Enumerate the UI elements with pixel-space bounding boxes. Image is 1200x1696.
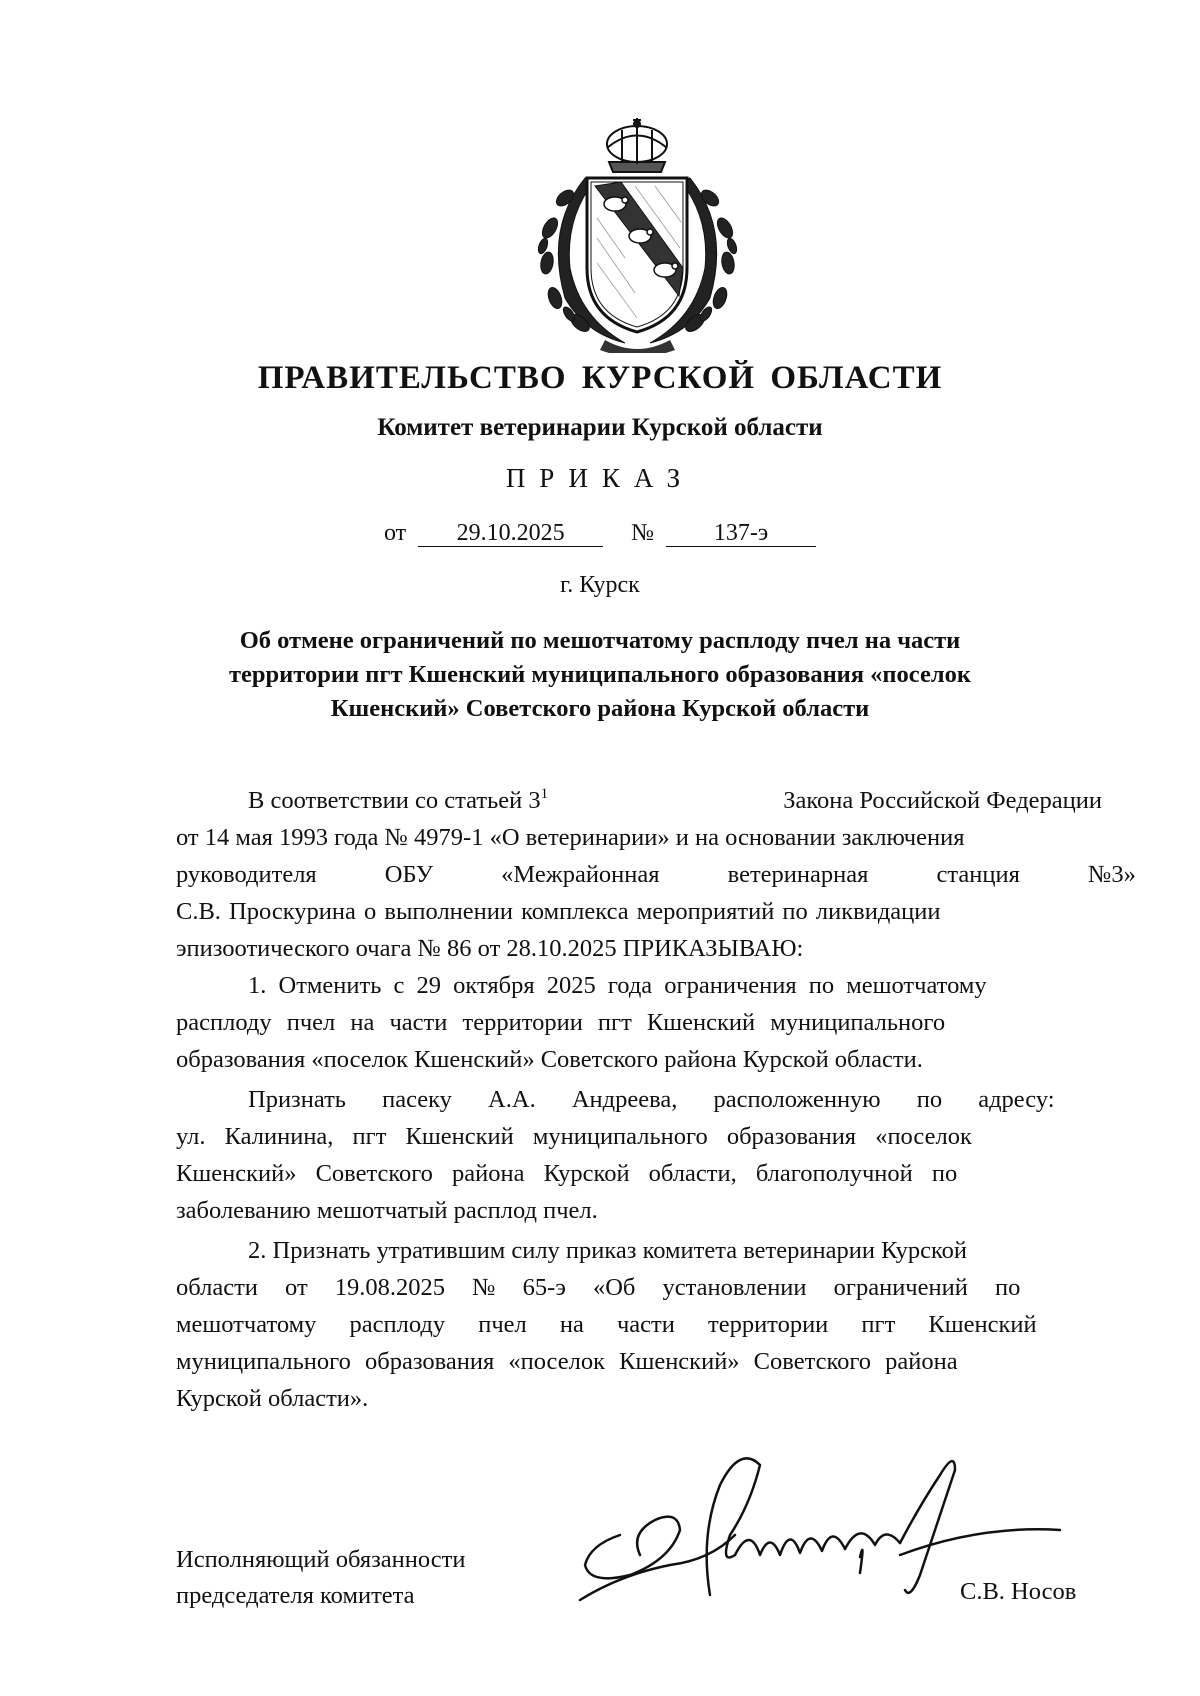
position-line: председателя комитета (176, 1582, 415, 1609)
body-line: области от 19.08.2025 № 65-э «Об установлении ограничений по (176, 1274, 1021, 1301)
subject-line: Кшенский» Советского района Курской области (330, 695, 870, 722)
date-prefix: от (383, 520, 407, 546)
body-text-fragment: Закона Российской Федерации (783, 787, 1102, 814)
coat-of-arms-emblem (525, 118, 750, 353)
body-line: Признать пасеку А.А. Андреева, расположенную по адресу: (248, 1086, 1055, 1113)
city: г. Курск (560, 572, 640, 598)
signatory-position (176, 1542, 465, 1614)
body-line: Кшенский» Советского района Курской области, благополучной по (176, 1160, 958, 1187)
body-text: В соответствии со статьей 3 (248, 787, 541, 814)
committee-name: Комитет ветеринарии Курской области (377, 414, 823, 441)
order-date: 29.10.2025 (418, 520, 603, 547)
position-line: Исполняющий обязанности (176, 1546, 466, 1573)
body-line: муниципального образования «поселок Кшенский» Советского района (176, 1348, 958, 1375)
order-body (176, 782, 1136, 1417)
body-line: ул. Калинина, пгт Кшенский муниципального образования «поселок (176, 1123, 972, 1150)
number-sign: № (631, 520, 655, 546)
government-title: ПРАВИТЕЛЬСТВО КУРСКОЙ ОБЛАСТИ (257, 360, 943, 396)
body-line: от 14 мая 1993 года № 4979-1 «О ветеринарии» и на основании заключения (176, 824, 965, 851)
body-line: образования «поселок Кшенский» Советского района Курской области. (176, 1046, 923, 1073)
body-line: 2. Признать утратившим силу приказ комитета ветеринарии Курской (248, 1237, 967, 1264)
order-subject (180, 624, 1020, 726)
body-line: мешотчатому расплоду пчел на части территории пгт Кшенский (176, 1311, 1037, 1338)
body-text-fragment (248, 782, 548, 819)
body-line: С.В. Проскурина о выполнении комплекса мероприятий по ликвидации (176, 898, 941, 925)
body-line: эпизоотического очага № 86 от 28.10.2025 ПРИКАЗЫВАЮ: (176, 935, 804, 962)
body-line: расплоду пчел на части территории пгт Кшенский муниципального (176, 1009, 946, 1036)
order-heading: ПРИКАЗ (505, 463, 695, 493)
superscript: 1 (540, 786, 549, 802)
body-line: руководителя ОБУ «Межрайонная ветеринарная станция №3» (176, 861, 1136, 888)
signatory-name: С.В. Носов (960, 1578, 1077, 1605)
body-line: 1. Отменить с 29 октября 2025 года ограничения по мешотчатому (248, 972, 987, 999)
order-number: 137-э (666, 520, 816, 547)
order-date-number-line (0, 520, 1200, 547)
body-line: Курской области». (176, 1385, 369, 1412)
subject-line: Об отмене ограничений по мешотчатому расплоду пчел на части (239, 627, 961, 654)
subject-line: территории пгт Кшенский муниципального образования «поселок (229, 661, 971, 688)
body-line (176, 782, 1102, 819)
body-line: заболеванию мешотчатый расплод пчел. (176, 1197, 598, 1224)
